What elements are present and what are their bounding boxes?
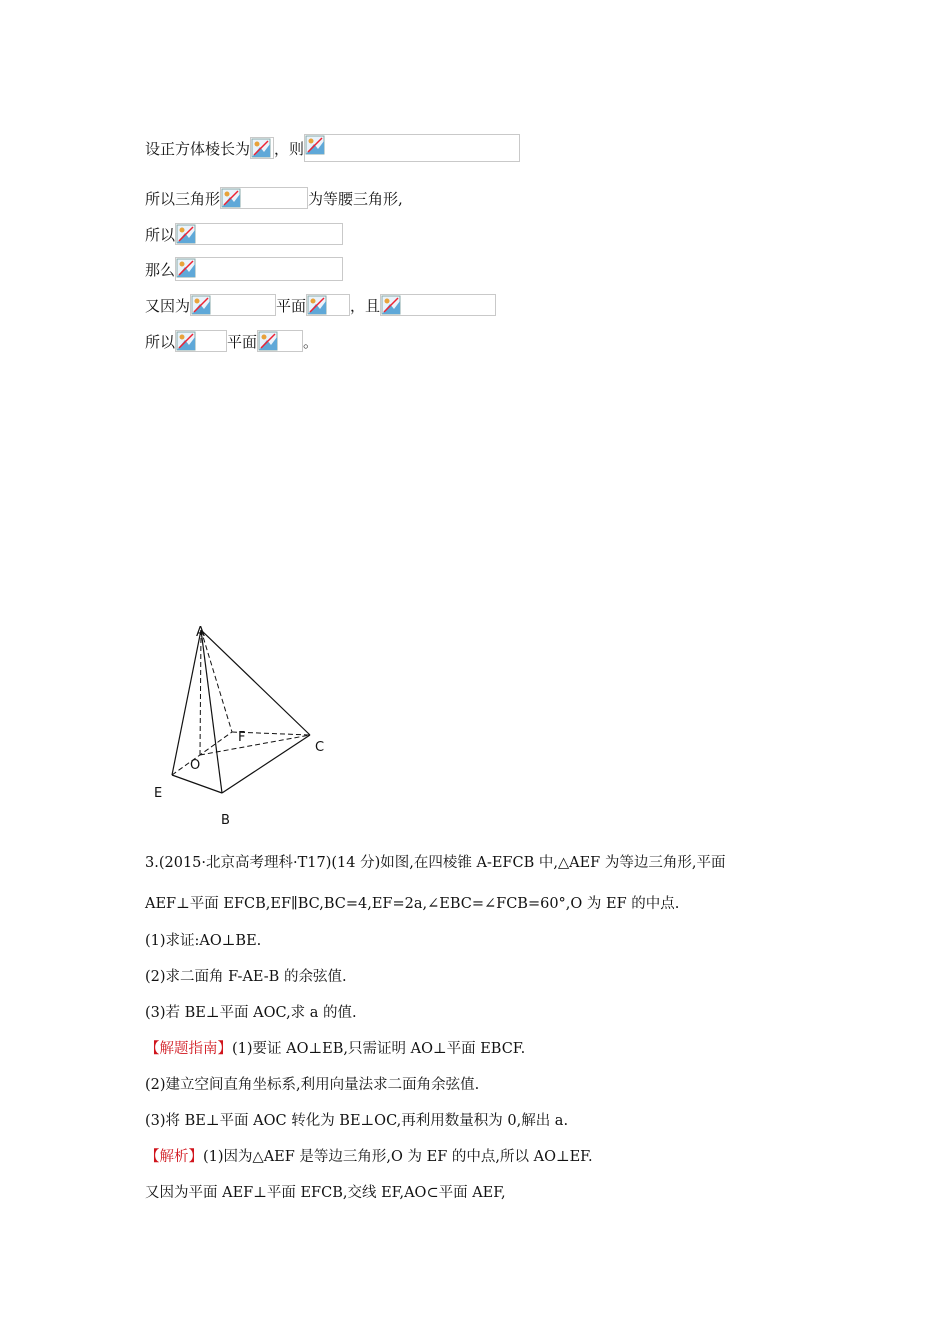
formula-image bbox=[306, 294, 350, 316]
proof-text: ，则 bbox=[274, 139, 305, 158]
edge-AE bbox=[172, 630, 201, 775]
pyramid-figure bbox=[140, 615, 350, 835]
solution-tag: 【解析】 bbox=[145, 1149, 203, 1165]
proof-text: 那么 bbox=[145, 260, 176, 279]
vertex-label-E: E bbox=[154, 786, 163, 801]
hidden-edge-EF bbox=[172, 732, 232, 775]
broken-image-icon bbox=[307, 295, 327, 315]
question-1: (1)求证:AO⊥BE. bbox=[145, 933, 262, 949]
formula-image bbox=[380, 294, 496, 316]
proof-text: 所以 bbox=[145, 332, 176, 351]
broken-image-icon bbox=[176, 258, 196, 278]
vertex-label-B: B bbox=[221, 813, 230, 828]
formula-image bbox=[175, 330, 227, 352]
broken-image-icon bbox=[191, 295, 211, 315]
formula-image bbox=[304, 134, 520, 162]
proof-line-3 bbox=[145, 222, 343, 246]
guide-line-2: (2)建立空间直角坐标系,利用向量法求二面角余弦值. bbox=[145, 1077, 480, 1093]
problem-line-2: AEF⊥平面 EFCB,EF∥BC,BC=4,EF=2a,∠EBC=∠FCB=60°,O 为 EF 的中点. bbox=[145, 896, 680, 912]
formula-image bbox=[175, 257, 343, 281]
vertex-label-C: C bbox=[315, 740, 325, 755]
vertex-label-A: A bbox=[196, 625, 205, 640]
formula-image bbox=[190, 294, 276, 316]
broken-image-icon bbox=[305, 135, 325, 155]
solution-line-2: 又因为平面 AEF⊥平面 EFCB,交线 EF,AO⊂平面 AEF, bbox=[145, 1185, 506, 1201]
formula-image bbox=[257, 330, 303, 352]
broken-image-icon bbox=[176, 224, 196, 244]
proof-line-2 bbox=[145, 186, 403, 210]
solution-line-1 bbox=[145, 1145, 593, 1166]
edge-AB bbox=[201, 630, 222, 793]
proof-text: 。 bbox=[303, 332, 319, 351]
proof-text: 平面 bbox=[227, 332, 258, 351]
broken-image-icon bbox=[381, 295, 401, 315]
broken-image-icon bbox=[221, 188, 241, 208]
hidden-edge-AO bbox=[200, 630, 201, 755]
vertex-label-F: F bbox=[238, 730, 246, 745]
proof-text: ，且 bbox=[350, 296, 381, 315]
proof-text: 所以 bbox=[145, 225, 176, 244]
proof-text: 又因为 bbox=[145, 296, 191, 315]
edge-EB bbox=[172, 775, 222, 793]
proof-line-1 bbox=[145, 136, 520, 160]
edge-AC bbox=[201, 630, 310, 735]
guide-line-1 bbox=[145, 1037, 525, 1058]
hidden-edge-OC bbox=[200, 735, 310, 755]
proof-line-5 bbox=[145, 293, 496, 317]
proof-line-6 bbox=[145, 329, 318, 353]
vertex-label-O: O bbox=[190, 758, 201, 773]
proof-line-4 bbox=[145, 257, 343, 281]
proof-text: 设正方体棱长为 bbox=[145, 139, 251, 158]
edge-BC bbox=[222, 735, 310, 793]
solution-text-1: (1)因为△AEF 是等边三角形,O 为 EF 的中点,所以 AO⊥EF. bbox=[203, 1149, 593, 1165]
proof-text: 平面 bbox=[276, 296, 307, 315]
proof-text: 为等腰三角形, bbox=[308, 189, 403, 208]
formula-image bbox=[175, 223, 343, 245]
problem-line-1: 3.(2015·北京高考理科·T17)(14 分)如图,在四棱锥 A-EFCB 中,△AEF 为等边三角形,平面 bbox=[145, 855, 726, 871]
broken-image-icon bbox=[258, 331, 278, 351]
guide-line-3: (3)将 BE⊥平面 AOC 转化为 BE⊥OC,再利用数量积为 0,解出 a. bbox=[145, 1113, 569, 1129]
guide-tag: 【解题指南】 bbox=[145, 1041, 232, 1057]
formula-image bbox=[220, 187, 308, 209]
formula-image bbox=[250, 137, 274, 159]
question-2: (2)求二面角 F-AE-B 的余弦值. bbox=[145, 969, 347, 985]
question-3: (3)若 BE⊥平面 AOC,求 a 的值. bbox=[145, 1005, 357, 1021]
proof-text: 所以三角形 bbox=[145, 189, 221, 208]
guide-text-1: (1)要证 AO⊥EB,只需证明 AO⊥平面 EBCF. bbox=[232, 1041, 526, 1057]
broken-image-icon bbox=[176, 331, 196, 351]
broken-image-icon bbox=[251, 138, 271, 158]
